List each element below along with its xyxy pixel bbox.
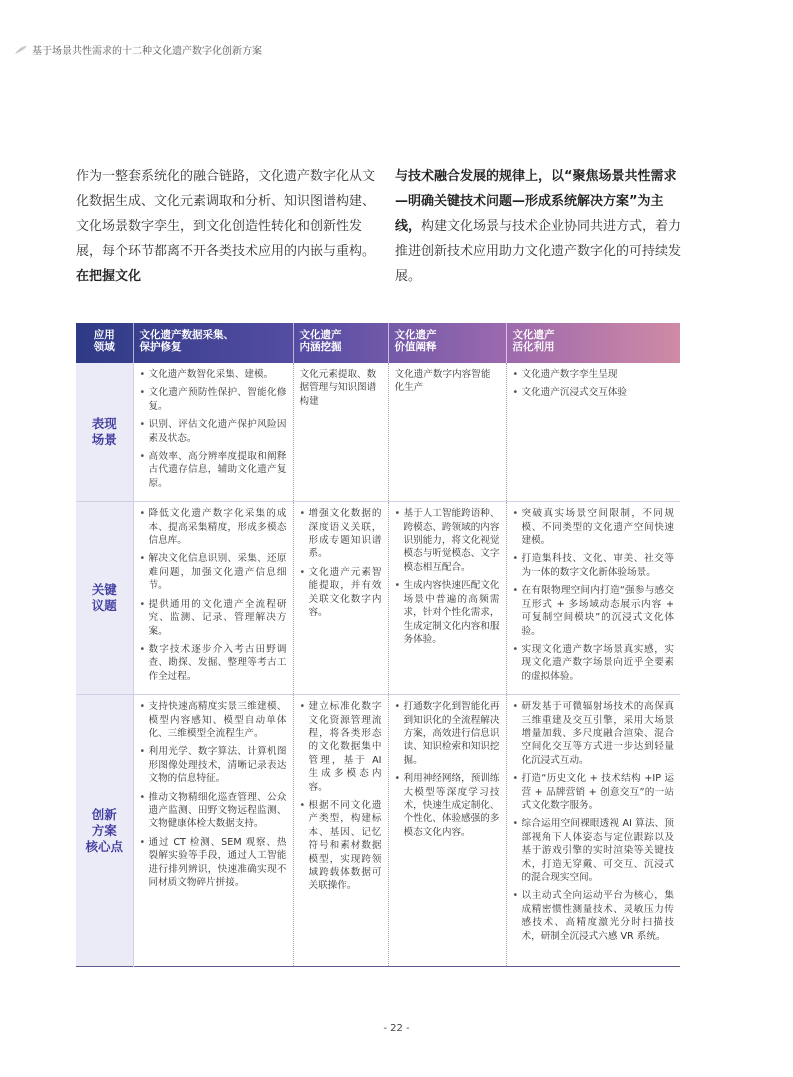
table-cell (506, 502, 680, 695)
table-cell (293, 363, 388, 502)
table-cell (506, 363, 680, 502)
list-item: • 文化遗产数字孪生呈现 (513, 368, 675, 381)
list-item: • 文化遗产沉浸式交互体验 (513, 386, 675, 399)
list-item: • 建立标准化数字文化资源管理流程，将各类形态的文化数据集中管理，基于 AI 生成多模态内容。 (300, 700, 382, 794)
list-item: • 文化遗产元素智能提取，并有效关联文化数字内容。 (300, 566, 382, 620)
list-item: • 生成内容快速匹配文化场景中普遍的高频需求，针对个性化需求，生成定制文化内容和服务体验。 (395, 579, 500, 646)
list-item: • 实现文化遗产数字场景真实感，实现文化遗产数字场景向近乎全要素的虚拟体验。 (513, 643, 675, 683)
list-item: • 突破真实场景空间限制，不同规模、不同类型的文化遗产空间快速建模。 (513, 507, 675, 547)
header-title: 基于场景共性需求的十二种文化遗产数字化创新方案 (32, 46, 262, 57)
table-cell (388, 695, 506, 967)
list-item: • 综合运用空间裸眼透视 AI 算法、顶部视角下人体姿态与定位跟踪以及基于游戏引擎的实时渲染等关键技术，打造无穿戴、可交互、沉浸式的混合现实空间。 (513, 817, 675, 884)
solution-table (76, 323, 680, 967)
table-row (76, 363, 680, 502)
list-item: • 数字技术逐步介入考古田野调查、勘探、发掘、整理等考古工作全过程。 (140, 643, 287, 683)
list-item: • 根据不同文化遗产类型，构建标本、基因、记忆符号和素材数据模型，实现跨领域跨载体数据可关联操作。 (300, 799, 382, 893)
table-cell (388, 363, 506, 502)
bullet-list (513, 700, 675, 943)
list-item: • 识别、评估文化遗产保护风险因素及状态。 (140, 418, 287, 445)
intro-right-text: 构建文化场景与技术企业协同共进方式，着力推进创新技术应用助力文化遗产数字化的可持续发展。 (395, 219, 682, 284)
list-item: • 解决文化信息识别、采集、还原难问题，加强文化遗产信息细节。 (140, 552, 287, 592)
intro-left-text: 作为一整套系统化的融合链路，文化遗产数字化从文化数据生成、文化元素调取和分析、知识图谱构建、文化场景数字孪生，到文化创造性转化和创新性发展，每个环节都离不开各类技术应用的内嵌与重构。 (76, 169, 376, 259)
column-header: 文化遗产数据采集、 保护修复 (133, 323, 293, 363)
intro-left-bold: 在把握文化 (76, 269, 142, 284)
cell-text: 文化元素提取、数据管理与知识图谱构建 (299, 369, 377, 407)
row-label: 关键 议题 (76, 502, 133, 695)
bullet-list (395, 507, 500, 646)
list-item: • 文化遗产数智化采集、建模。 (140, 368, 287, 381)
column-header: 文化遗产 价值阐释 (388, 323, 506, 363)
page-number: - 22 - (383, 1023, 410, 1034)
bullet-list (140, 507, 287, 683)
list-item: • 降低文化遗产数字化采集的成本、提高采集精度，形成多模态信息库。 (140, 507, 287, 547)
list-item: • 打通数字化到智能化再到知识化的全流程解决方案，高效进行信息识读、知识检索和知识挖掘。 (395, 700, 500, 767)
table-cell (133, 502, 293, 695)
cell-text: 文化遗产数字内容智能化生产 (394, 369, 491, 394)
table-row (76, 695, 680, 967)
intro-right-bold: 与技术融合发展的规律上，以“聚焦场景共性需求—明确关键技术问题—形成系统解决方案”为主线， (395, 169, 677, 234)
list-item: • 利用光学、数字算法、计算机图形图像处理技术，清晰记录表达文物的信息特征。 (140, 745, 287, 785)
bullet-list (513, 507, 675, 683)
bullet-list (140, 368, 287, 490)
bullet-list (300, 700, 382, 893)
leaf-icon (14, 45, 28, 55)
table-row (76, 502, 680, 695)
bullet-list (300, 507, 382, 619)
table-cell (293, 695, 388, 967)
list-item: • 以主动式全向运动平台为核心，集成精密惯性测量技术、灵敏压力传感技术、高精度激光分时扫描技术，研制全沉浸式六感 VR 系统。 (513, 889, 675, 943)
intro-right-column (395, 164, 685, 289)
list-item: • 在有限物理空间内打造“强参与感交互形式 + 多场域动态展示内容 + 可复制空间模块”的沉浸式文化体验。 (513, 584, 675, 638)
list-item: • 推动文物精细化巡查管理、公众遗产监测、田野文物远程监测、文物健康体检大数据支持。 (140, 791, 287, 831)
column-header: 文化遗产 内涵挖掘 (293, 323, 388, 363)
row-label: 表现 场景 (76, 363, 133, 502)
bullet-list (395, 700, 500, 839)
column-header: 文化遗产 活化利用 (512, 329, 555, 353)
list-item: • 增强文化数据的深度语义关联，形成专题知识谱系。 (300, 507, 382, 561)
list-item: • 打造集科技、文化、审美、社交等为一体的数字文化新体验场景。 (513, 552, 675, 579)
table-cell (506, 695, 680, 967)
page-header (14, 42, 262, 57)
list-item: • 基于人工智能跨语种、跨模态、跨领域的内容识别能力，将文化视觉模态与听觉模态、文字模态相互配合。 (395, 507, 500, 574)
column-header: 应用 领域 (76, 323, 133, 363)
list-item: • 通过 CT 检测、SEM 观察、热裂解实验等手段，通过人工智能进行排列辨识，快速准确实现不同材质文物碎片拼接。 (140, 836, 287, 890)
table-cell (133, 363, 293, 502)
list-item: • 研发基于可微辐射场技术的高保真三维重建及交互引擎，采用大场景增量加载、多尺度融合渲染、混合空间化交互等方式进一步达到轻量化沉浸式互动。 (513, 700, 675, 767)
list-item: • 高效率、高分辨率度提取和阐释古代遗存信息，辅助文化遗产复原。 (140, 450, 287, 490)
row-label: 创新 方案 核心点 (76, 695, 133, 967)
list-item: • 利用神经网络，预训练大模型等深度学习技术，快速生成定制化、个性化、体验感强的多模态文化内容。 (395, 772, 500, 839)
table-cell (293, 502, 388, 695)
list-item: • 文化遗产预防性保护、智能化修复。 (140, 386, 287, 413)
table-cell (133, 695, 293, 967)
list-item: • 支持快速高精度实景三维建模、模型内容感知、模型自动单体化、三维模型全流程生产。 (140, 700, 287, 740)
table-header-row (76, 323, 680, 363)
list-item: • 提供通用的文化遗产全流程研究、监测、记录、管理解决方案。 (140, 598, 287, 638)
list-item: • 打造“历史文化 + 技术结构 +IP 运营 + 品牌营销 + 创意交互”的一站式文化数字服务。 (513, 772, 675, 812)
bullet-list (140, 700, 287, 889)
table-cell (388, 502, 506, 695)
intro-left-column (76, 164, 376, 289)
bullet-list (513, 368, 675, 400)
